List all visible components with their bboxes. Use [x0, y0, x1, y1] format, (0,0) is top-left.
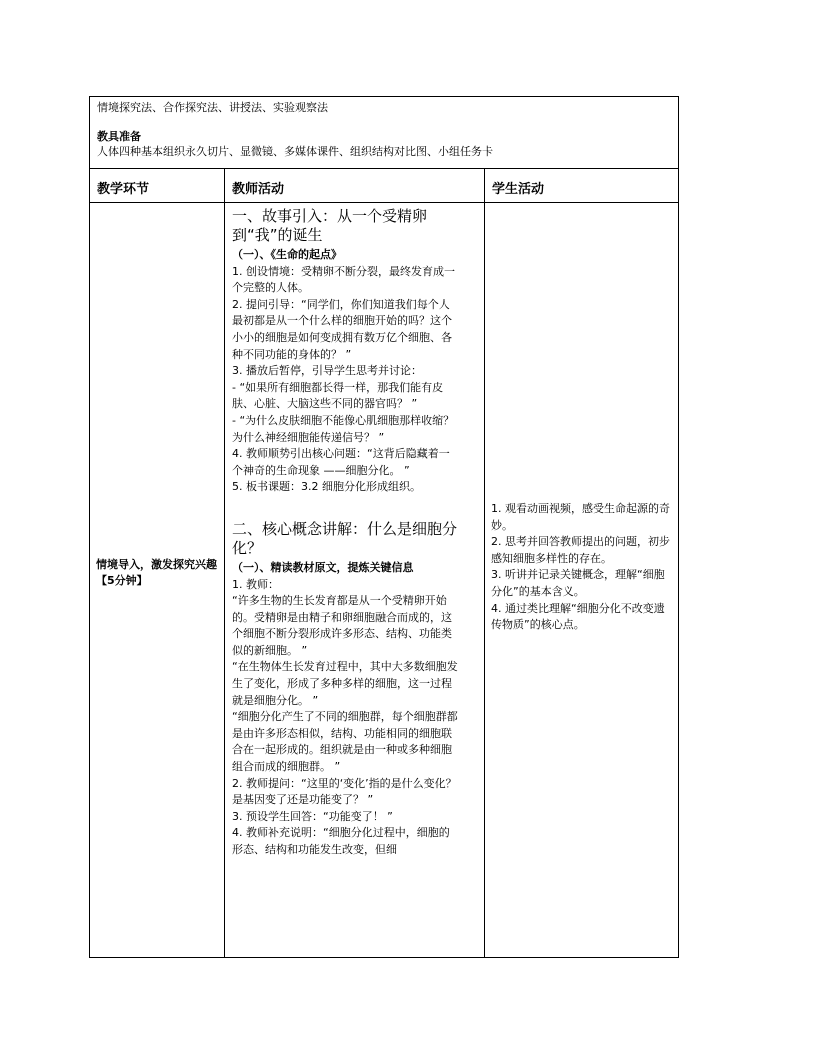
teacher-line: - “为什么皮肤细胞不能像心肌细胞那样收缩？为什么神经细胞能传递信号？ ”	[232, 413, 455, 444]
teacher-line: 1. 创设情境：受精卵不断分裂，最终发育成一个完整的人体。	[232, 264, 455, 295]
teacher-subheading-2: （一）、精读教材原文，提炼关键信息	[232, 560, 414, 574]
teacher-activity-cell	[225, 203, 485, 957]
student-line: 1. 观看动画视频，感受生命起源的奇妙。	[491, 502, 670, 532]
header-cell-stage	[90, 169, 225, 202]
teacher-line: “许多生物的生长发育都是从一个受精卵开始的。受精卵是由精子和卵细胞融合而成的，这个细胞不断分裂形成许多形态、结构、功能类似的新细胞。 ”	[232, 594, 452, 657]
teacher-line: - “如果所有细胞都长得一样，那我们能有皮肤、心脏、大脑这些不同的器官吗？ ”	[232, 380, 444, 411]
student-line: 4. 通过类比理解“细胞分化不改变遗传物质”的核心点。	[491, 601, 665, 632]
header-cell-student	[485, 169, 678, 202]
teacher-activity	[232, 207, 460, 859]
teacher-line: 2. 教师提问：“这里的‘变化’指的是什么变化？是基因变了还是功能变了？ ”	[232, 776, 457, 807]
student-line: 2. 思考并回答教师提出的问题，初步感知细胞多样性的存在。	[491, 535, 670, 565]
tools-list: 人体四种基本组织永久切片、显微镜、多媒体课件、组织结构对比图、小组任务卡	[97, 145, 493, 158]
teacher-line: “细胞分化产生了不同的细胞群，每个细胞群都是由许多形态相似，结构、功能相同的细胞联合在一起形成的。组织就是由一种或多种细胞组合而成的细胞群。 ”	[232, 710, 458, 774]
teacher-heading-2: 二、核心概念讲解：什么是细胞分化？	[232, 519, 458, 557]
teacher-line: “在生物体生长发育过程中，其中大多数细胞发生了变化，形成了多种多样的细胞，这一过程就是细胞分化。 ”	[232, 660, 458, 707]
teacher-line: 3. 播放后暂停，引导学生思考并讨论：	[232, 364, 422, 378]
header-stage: 教学环节	[97, 182, 150, 197]
tools-heading: 教具准备	[97, 130, 141, 143]
header-cell-teacher	[225, 169, 485, 202]
teaching-methods: 情境探究法、合作探究法、讲授法、实验观察法	[97, 101, 328, 114]
teacher-line: 1. 教师：	[232, 577, 279, 591]
table-body-row	[90, 203, 678, 957]
teacher-line: 4. 教师顺势引出核心问题：“这背后隐藏着一个神奇的生命现象 ——细胞分化。 ”	[232, 447, 450, 477]
header-teacher: 教师活动	[232, 182, 285, 197]
teacher-subheading-1: （一）、《生命的起点》	[232, 248, 342, 261]
student-line: 3. 听讲并记录关键概念，理解“细胞分化”的基本含义。	[491, 568, 665, 598]
student-activity	[491, 501, 673, 634]
header-student: 学生活动	[492, 182, 545, 197]
teacher-heading-1: 一、故事引入：从一个受精卵到“我”的诞生	[232, 207, 428, 244]
stage-cell	[90, 203, 225, 957]
teacher-line: 2. 提问引导：“同学们，你们知道我们每个人最初都是从一个什么样的细胞开始的吗？这个小小的细胞是如何变成拥有数万亿个细胞、各种不同功能的身体的？ ”	[232, 297, 452, 361]
teacher-line: 5. 板书课题：3.2 细胞分化形成组织。	[232, 480, 421, 494]
stage-label: 情境导入，激发探究兴趣【5分钟】	[96, 558, 217, 587]
teacher-line: 4. 教师补充说明：“细胞分化过程中，细胞的形态、结构和功能发生改变，但细	[232, 826, 450, 856]
table-header-row	[90, 169, 678, 203]
methods-tools-cell	[90, 97, 678, 169]
teacher-line: 3. 预设学生回答：“功能变了！ ”	[232, 809, 393, 823]
student-activity-cell	[485, 203, 678, 957]
lesson-plan-table	[89, 96, 679, 958]
